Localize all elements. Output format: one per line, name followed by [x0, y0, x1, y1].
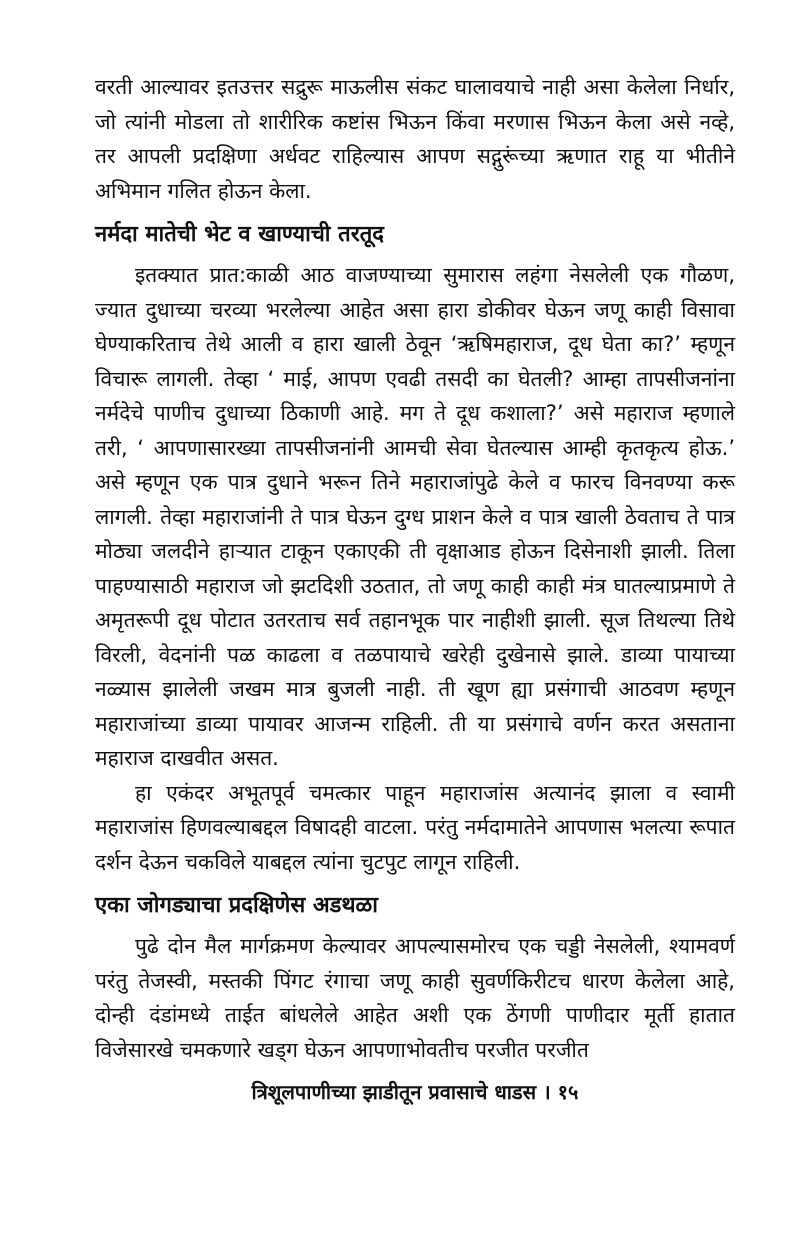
section-heading-narmada: नर्मदा मातेची भेट व खाण्याची तरतूद	[95, 222, 384, 247]
page-body	[95, 70, 735, 1067]
paragraph-miracle: हा एकंदर अभूतपूर्व चमत्कार पाहून महाराजांस अत्यानंद झाला व स्वामी महाराजांस हिणवल्याबद्दल विषादही वाटला. परंतु नर्मदामातेने आपणास भलत्या रूपात दर्शन देऊन चकविले याबद्दल त्यांना चुटपुट लागून राहिली.	[95, 780, 735, 874]
paragraph-intro: वरती आल्यावर इतउत्तर सद्रुरू माऊलीस संकट घालावयाचे नाही असा केलेला निर्धार, जो त्यांनी मोडला तो शारीरिक कष्टांस भिऊन किंवा मरणास भिऊन केला असे नव्हे, तर आपली प्रदक्षिणा अर्धवट राहिल्यास आपण सद्गुरूंच्या ऋणात राहू या भीतीने अभिमान गलित होऊन केला.	[95, 75, 735, 203]
page-footer: त्रिशूलपाणीच्या झाडीतून प्रवासाचे धाडस । १५	[251, 1080, 579, 1104]
paragraph-narmada-story: इतक्यात प्रात:काळी आठ वाजण्याच्या सुमारास लहंगा नेसलेली एक गौळण, ज्यात दुधाच्या चरव्या भरलेल्या आहेत असा हारा डोकीवर घेऊन जणू काही विसावा घेण्याकरिताच तेथे आली व हारा खाली ठेवून ‘ऋषिमहाराज, दूध घेता का?’ म्हणून विचारू लागली. तेव्हा ‘ माई, आपण एवढी तसदी का घेतली? आम्हा तापसीजनांना नर्मदेचे पाणीच दुधाच्या ठिकाणी आहे. मग ते दूध कशाला?’ असे महाराज म्हणाले तरी, ‘ आपणासारख्या तापसीजनांनी आमची सेवा घेतल्यास आम्ही कृतकृत्य होऊ.’ असे म्हणून एक पात्र दुधाने भरून तिने महाराजांपुढे केले व फारच विनवण्या करू लागली. तेव्हा महाराजांनी ते पात्र घेऊन दुग्ध प्राशन केले व पात्र खाली ठेवताच ते पात्र मोठ्या जलदीने हाऱ्यात टाकून एकाएकी ती वृक्षाआड होऊन दिसेनाशी झाली. तिला पाहण्यासाठी महाराज जो झटदिशी उठतात, तो जणू काही काही मंत्र घातल्याप्रमाणे ते अमृतरूपी दूध पोटात उतरताच सर्व तहानभूक पार नाहीशी झाली. सूज तिथल्या तिथे विरली, वेदनांनी पळ काढला व तळपायाचे खरेही दुखेनासे झाले. डाव्या पायाच्या नळ्यास झालेली जखम मात्र बुजली नाही. ती खूण ह्या प्रसंगाची आठवण म्हणून महाराजांच्या डाव्या पायावर आजन्म राहिली. ती या प्रसंगाचे वर्णन करत असताना महाराज दाखवीत असत.	[95, 263, 735, 770]
section-heading-jogadya: एका जोगड्याचा प्रदक्षिणेस अडथळा	[95, 893, 378, 918]
paragraph-jogadya: पुढे दोन मैल मार्गक्रमण केल्यावर आपल्यासमोरच एक चड्डी नेसलेली, श्यामवर्ण परंतु तेजस्वी, मस्तकी पिंगट रंगाचा जणू काही सुवर्णकिरीटच धारण केलेला आहे, दोन्ही दंडांमध्ये ताईत बांधलेले आहेत अशी एक ठेंगणी पाणीदार मूर्ती हातात विजेसारखे चमकणारे खड्ग घेऊन आपणाभोवतीच परजीत परजीत	[95, 934, 735, 1062]
